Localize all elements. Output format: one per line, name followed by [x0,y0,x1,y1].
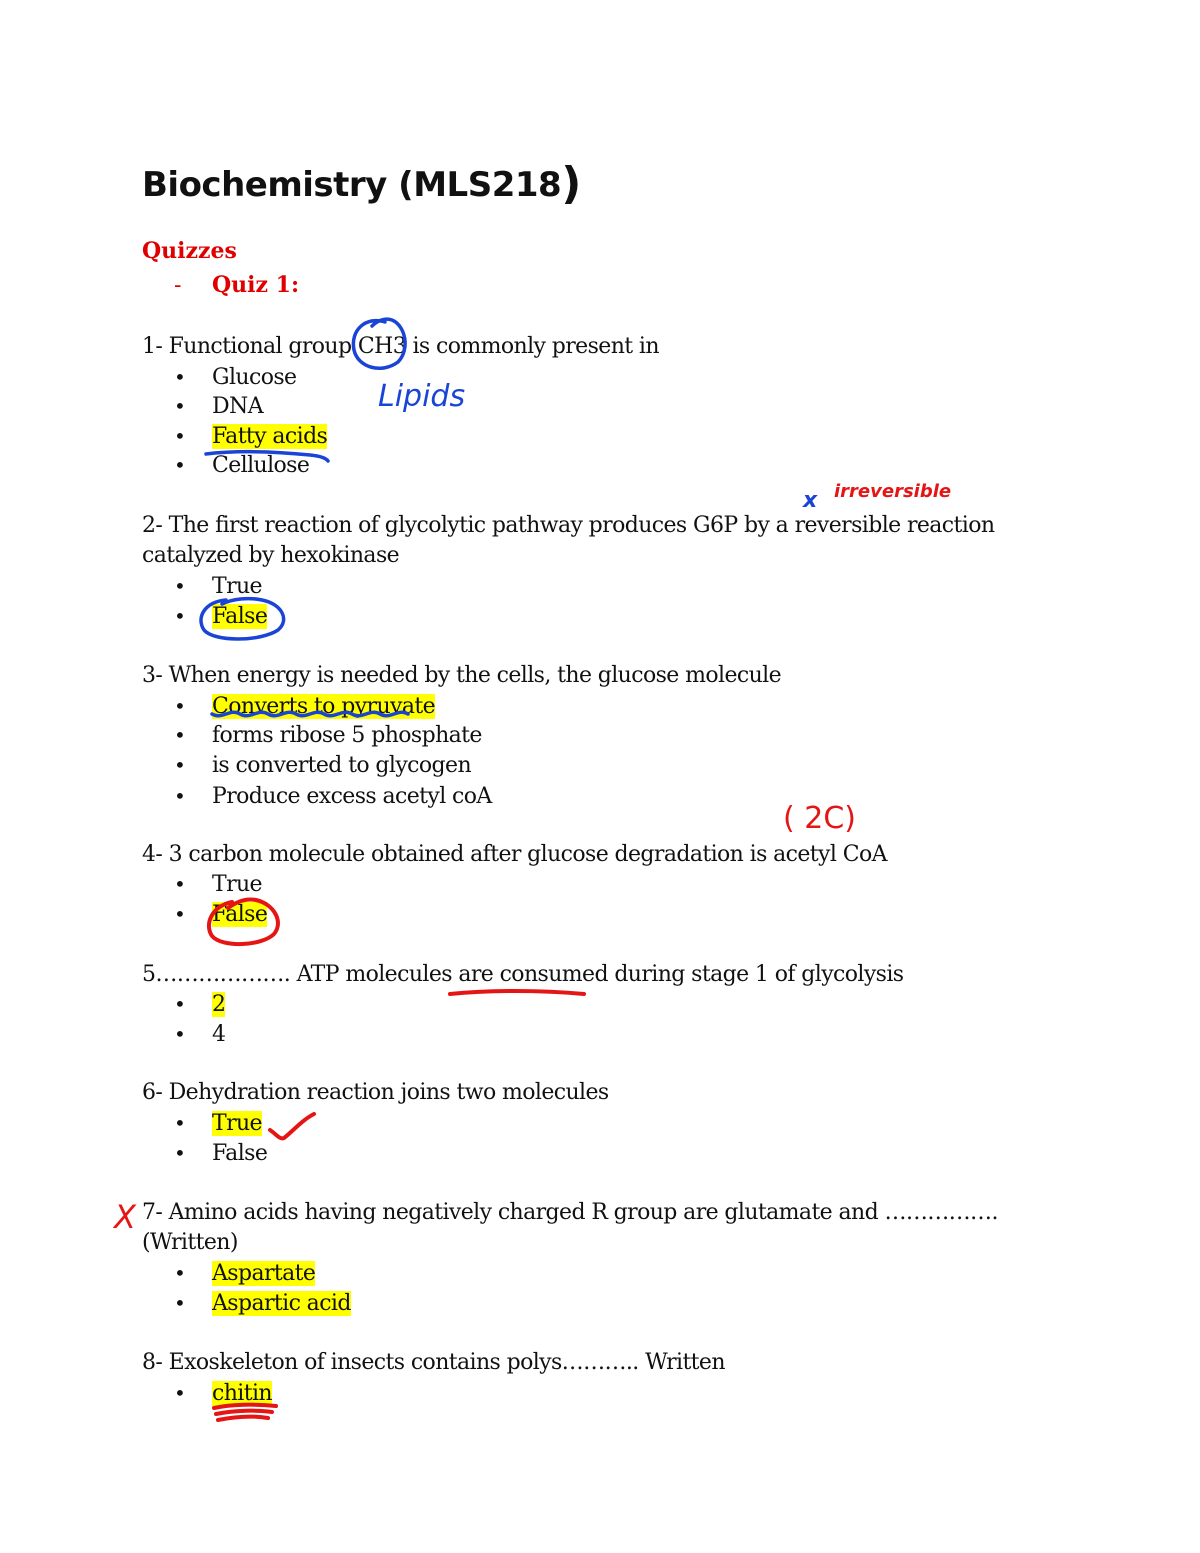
question-8-option-1: • chitin [174,1381,272,1406]
answer-highlight: Fatty acids [212,424,328,449]
question-1-option-4: • Cellulose [174,453,310,478]
question-3-option-2: • forms ribose 5 phosphate [174,723,482,748]
question-7-option-1: • Aspartate [174,1261,316,1286]
question-8-text: 8- Exoskeleton of insects contains polys……….. Written [142,1350,725,1375]
question-2-text: 2- The first reaction of glycolytic pathway produces G6P by a reversible reaction catalyzed by hexokinase [142,513,995,568]
question-3-text: 3- When energy is needed by the cells, the glucose molecule [142,663,782,688]
answer-highlight: Aspartate [212,1261,316,1286]
lipids-note: Lipids [378,379,466,414]
x-mark-icon: x [803,488,818,513]
question-3-option-3: • is converted to glycogen [174,753,472,778]
question-4-option-2: • False [174,902,268,927]
question-1-option-1: • Glucose [174,365,297,390]
answer-highlight: Aspartic acid [212,1291,351,1316]
consumed-underline [450,991,584,994]
question-2-option-2: • False [174,604,268,629]
question-4-text: 4- 3 carbon molecule obtained after glucose degradation is acetyl CoA [142,842,887,867]
question-5-text: 5………………. ATP molecules are consumed during stage 1 of glycolysis [142,962,904,987]
question-3-option-1: • Converts to pyruvate [174,694,436,719]
question-2-option-1: • True [174,574,262,599]
section-heading: Quizzes [142,238,237,264]
question-4-option-1: • True [174,872,262,897]
question-5-option-1: • 2 [174,992,226,1017]
subsection-heading: - Quiz 1: [174,272,300,298]
irreversible-note: irreversible [834,481,952,502]
page-title: Biochemistry (MLS218) [142,158,581,209]
answer-highlight: chitin [212,1381,272,1406]
title-closing-paren: ) [561,158,581,209]
question-7-option-2: • Aspartic acid [174,1291,351,1316]
question-6-option-1: • True [174,1111,262,1136]
question-1-option-2: • DNA [174,394,263,419]
answer-highlight: Converts to pyruvate [212,694,436,719]
answer-highlight: True [212,1111,262,1136]
question-1-option-3: • Fatty acids [174,424,328,449]
answer-highlight: False [212,902,268,927]
question-7-text: 7- Amino acids having negatively charged R group are glutamate and ……………. (Written) [142,1200,998,1255]
big-x-mark-icon: X [114,1198,136,1236]
answer-highlight: False [212,604,268,629]
two-c-note: ( 2C) [783,801,856,836]
question-3-option-4: • Produce excess acetyl coA [174,784,492,809]
question-6-option-2: • False [174,1141,268,1166]
check-mark-icon [270,1114,314,1138]
question-5-option-2: • 4 [174,1022,226,1047]
answer-highlight: 2 [212,992,226,1017]
question-6-text: 6- Dehydration reaction joins two molecules [142,1080,609,1105]
question-1-text: 1- Functional group CH3 is commonly present in [142,334,659,359]
